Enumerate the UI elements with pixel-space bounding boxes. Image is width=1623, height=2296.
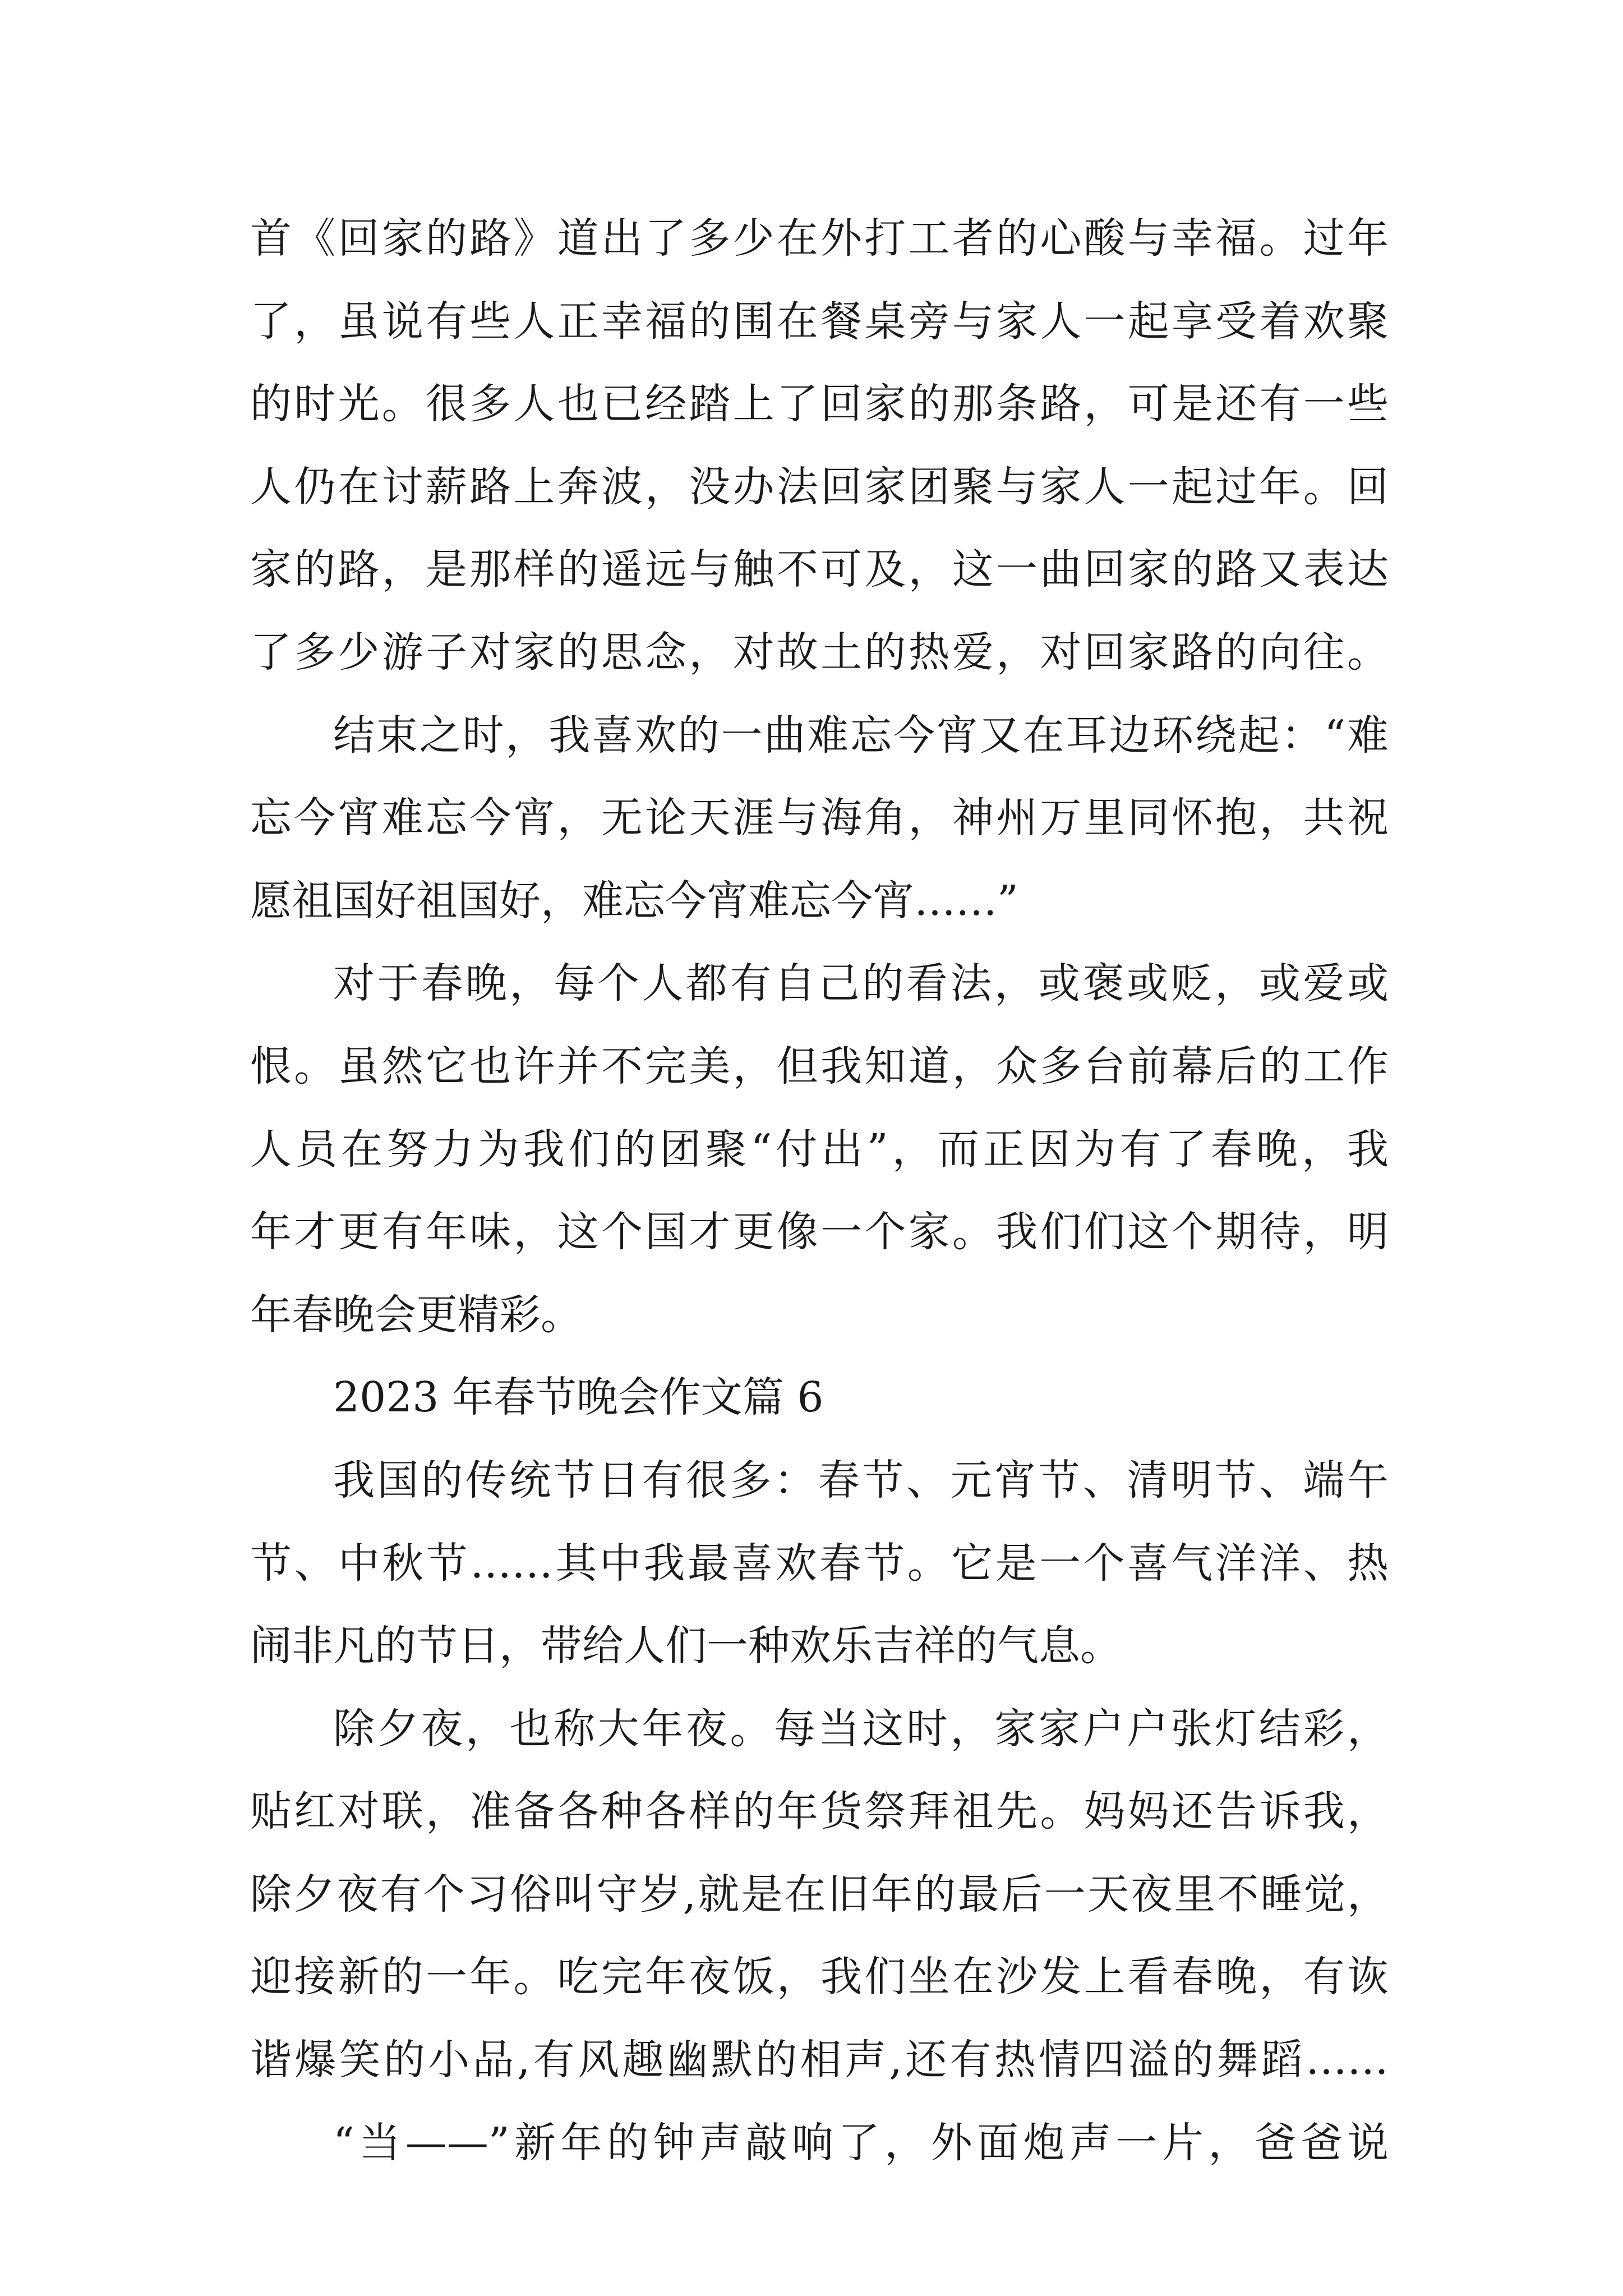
text-line: 对于春晚，每个人都有自己的看法，或褒或贬，或爱或: [333, 959, 1389, 1008]
text-line: 家的路，是那样的遥远与触不可及，这一曲回家的路又表达: [250, 545, 1389, 594]
text-line: 年春晚会更精彩。: [250, 1290, 582, 1339]
text-line: 节、中秋节……其中我最喜欢春节。它是一个喜气洋洋、热: [250, 1539, 1389, 1588]
text-line: 了多少游子对家的思念，对故土的热爱，对回家路的向往。: [250, 628, 1389, 677]
text-line: 忘今宵难忘今宵，无论天涯与海角，神州万里同怀抱，共祝: [250, 794, 1389, 843]
text-line: 人员在努力为我们的团聚“付出”，而正因为有了春晚，我: [250, 1125, 1389, 1174]
text-line: 愿祖国好祖国好，难忘今宵难忘今宵……”: [250, 876, 1018, 925]
text-line: 闹非凡的节日，带给人们一种欢乐吉祥的气息。: [250, 1622, 1122, 1671]
text-line: 谐爆笑的小品,有风趣幽默的相声,还有热情四溢的舞蹈……: [250, 2036, 1389, 2085]
section-heading: 2023 年春节晚会作文篇 6: [333, 1373, 824, 1422]
text-line: “当——”新年的钟声敲响了，外面炮声一片，爸爸说: [333, 2118, 1389, 2167]
text-line: 首《回家的路》道出了多少在外打工者的心酸与幸福。过年: [250, 214, 1389, 263]
text-line: 迎接新的一年。吃完年夜饭，我们坐在沙发上看春晚，有诙: [250, 1953, 1389, 2001]
text-line: 贴红对联，准备各种各样的年货祭拜祖先。妈妈还告诉我，: [250, 1787, 1389, 1836]
text-line: 了，虽说有些人正幸福的围在餐桌旁与家人一起享受着欢聚: [250, 297, 1389, 346]
text-line: 的时光。很多人也已经踏上了回家的那条路，可是还有一些: [250, 380, 1389, 429]
text-line: 除夕夜，也称大年夜。每当这时，家家户户张灯结彩，: [333, 1704, 1389, 1753]
text-line: 年才更有年味，这个国才更像一个家。我们们这个期待，明: [250, 1208, 1389, 1257]
text-line: 我国的传统节日有很多：春节、元宵节、清明节、端午: [333, 1456, 1389, 1504]
text-line: 除夕夜有个习俗叫守岁,就是在旧年的最后一天夜里不睡觉，: [250, 1870, 1389, 1918]
text-line: 人仍在讨薪路上奔波，没办法回家团聚与家人一起过年。回: [250, 462, 1389, 511]
text-line: 恨。虽然它也许并不完美，但我知道，众多台前幕后的工作: [250, 1042, 1389, 1091]
text-line: 结束之时，我喜欢的一曲难忘今宵又在耳边环绕起：“难: [333, 711, 1389, 760]
document-body: [250, 197, 1389, 2184]
